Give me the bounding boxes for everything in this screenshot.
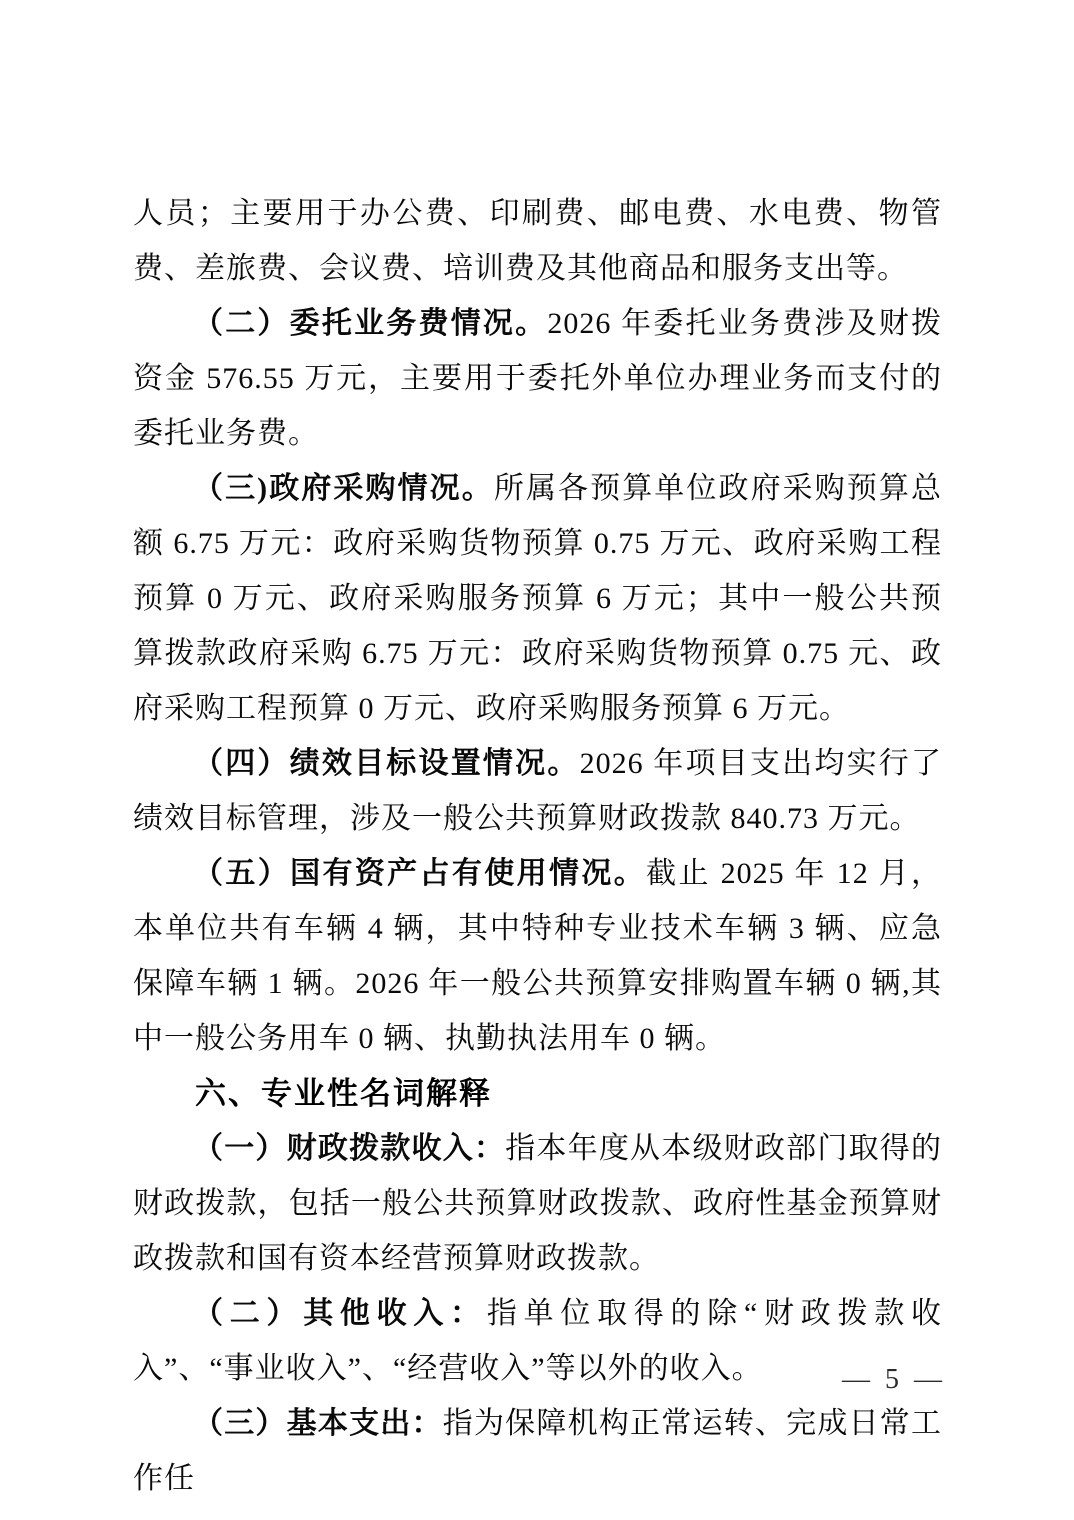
- paragraph-text: 人员；主要用于办公费、印刷费、邮电费、水电费、物管费、差旅费、会议费、培训费及其他商品和服务支出等。: [133, 197, 942, 285]
- paragraph-entrusted-business-fees: [133, 296, 942, 461]
- page-number: — 5 —: [842, 1364, 946, 1395]
- paragraph-lead: （二）其他收入：: [193, 1297, 487, 1330]
- paragraph-lead: （三)政府采购情况。: [193, 472, 494, 505]
- paragraph-goods-services-continuation: [133, 186, 942, 296]
- paragraph-performance-targets: [133, 736, 942, 846]
- paragraph-text: 指为保障机构正常运转、完成日常工作任: [133, 1407, 943, 1495]
- paragraph-lead: （二）委托业务费情况。: [193, 307, 548, 340]
- paragraph-text: 2026 年委托业务费涉及财拨资金 576.55 万元，主要用于委托外单位办理业务而支付的委托业务费。: [133, 307, 943, 450]
- document-body: [133, 186, 942, 1506]
- paragraph-lead: （五）国有资产占有使用情况。: [193, 857, 647, 890]
- paragraph-definition-other-income: [133, 1286, 942, 1396]
- paragraph-text: 截止 2025 年 12 月，本单位共有车辆 4 辆，其中特种专业技术车辆 3 辆、应急保障车辆 1 辆。2026 年一般公共预算安排购置车辆 0 辆,其中一般公务用车 0 辆、执勤执法用车 0 辆。: [133, 857, 943, 1055]
- paragraph-lead: （三）基本支出：: [193, 1407, 443, 1440]
- paragraph-lead: （四）绩效目标设置情况。: [193, 747, 580, 780]
- paragraph-text: 2026 年项目支出均实行了绩效目标管理，涉及一般公共预算财政拨款 840.73 万元。: [133, 747, 943, 835]
- paragraph-definition-basic-expenditure: [133, 1396, 942, 1506]
- paragraph-state-assets-usage: [133, 846, 942, 1066]
- paragraph-definition-fiscal-appropriation-income: [133, 1121, 942, 1286]
- paragraph-text: 指本年度从本级财政部门取得的财政拨款，包括一般公共预算财政拨款、政府性基金预算财政拨款和国有资本经营预算财政拨款。: [133, 1132, 943, 1275]
- paragraph-text: 所属各预算单位政府采购预算总额 6.75 万元：政府采购货物预算 0.75 万元、政府采购工程预算 0 万元、政府采购服务预算 6 万元；其中一般公共预算拨款政府采购 6.75 万元：政府采购货物预算 0.75 元、政府采购工程预算 0 万元、政府采购服务预算 6 万元。: [133, 472, 943, 725]
- paragraph-lead: （一）财政拨款收入：: [193, 1132, 506, 1165]
- paragraph-government-procurement: [133, 461, 942, 736]
- section-heading-terminology: 六、专业性名词解释: [195, 1076, 492, 1111]
- paragraph-text: 指单位取得的除“财政拨款收入”、“事业收入”、“经营收入”等以外的收入。: [133, 1297, 942, 1385]
